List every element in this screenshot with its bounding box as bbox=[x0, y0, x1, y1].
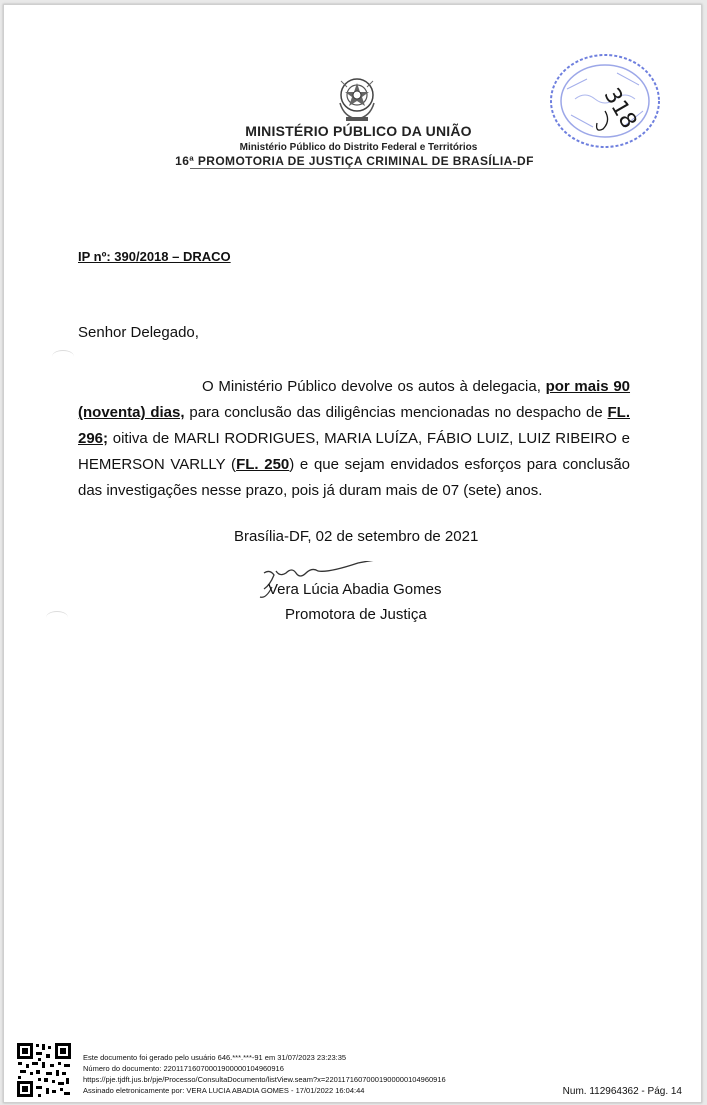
punch-mark bbox=[52, 350, 74, 363]
header-divider bbox=[190, 168, 520, 169]
org-title: MINISTÉRIO PÚBLICO DA UNIÃO bbox=[245, 123, 472, 139]
greeting: Senhor Delegado, bbox=[78, 324, 199, 341]
signer-name: Vera Lúcia Abadia Gomes bbox=[268, 581, 442, 598]
stamp-handwritten-number: 318 bbox=[598, 84, 642, 133]
footer-line-signed-by: Assinado eletronicamente por: VERA LUCIA ABADIA GOMES - 17/01/2022 16:04:44 bbox=[83, 1086, 365, 1095]
page-number: Num. 112964362 - Pág. 14 bbox=[562, 1086, 682, 1097]
body-bold-1: por mais 90 (noventa) dias, bbox=[78, 378, 631, 421]
punch-mark bbox=[46, 611, 68, 624]
sub-org-title: Ministério Público do Distrito Federal e Territórios bbox=[239, 142, 478, 153]
footer-line-doc-number: Número do documento: 22011716070001900000104960916 bbox=[83, 1064, 284, 1073]
electronic-signature-footer bbox=[83, 1052, 446, 1096]
footer-line-url: https://pje.tjdft.jus.br/pje/Processo/ConsultaDocumento/listView.seam?x=22011716070001900000104960916 bbox=[83, 1075, 446, 1084]
body-text-3: oitiva de MARLI RODRIGUES, MARIA LUÍZA, FÁBIO LUIZ, LUIZ RIBEIRO e HEMERSON VARLLY ( bbox=[78, 430, 630, 473]
body-text-1: O Ministério Público devolve os autos à delegacia, bbox=[202, 378, 546, 395]
document-page bbox=[3, 4, 702, 1103]
date-line: Brasília-DF, 02 de setembro de 2021 bbox=[234, 528, 479, 545]
coat-of-arms-icon bbox=[334, 73, 380, 125]
body-text-2: para conclusão das diligências mencionadas no despacho de bbox=[184, 404, 608, 421]
footer-line-generated: Este documento foi gerado pelo usuário 646.***.***-91 em 31/07/2023 23:23:35 bbox=[83, 1053, 347, 1062]
protocol-stamp bbox=[547, 49, 663, 153]
qr-code-icon bbox=[16, 1042, 72, 1098]
unit-title: 16ª PROMOTORIA DE JUSTIÇA CRIMINAL DE BRASÍLIA-DF bbox=[175, 154, 534, 168]
body-bold-3: FL. 250 bbox=[236, 456, 290, 473]
signer-role: Promotora de Justiça bbox=[285, 606, 427, 623]
body-paragraph bbox=[78, 374, 630, 504]
body-text-4: ) e que sejam envidados esforços para conclusão das investigações nesse prazo, pois já duram mais de 07 (sete) anos. bbox=[78, 456, 630, 499]
body-bold-2: FL. 296; bbox=[78, 404, 630, 447]
ip-reference: IP nº: 390/2018 – DRACO bbox=[78, 249, 231, 264]
